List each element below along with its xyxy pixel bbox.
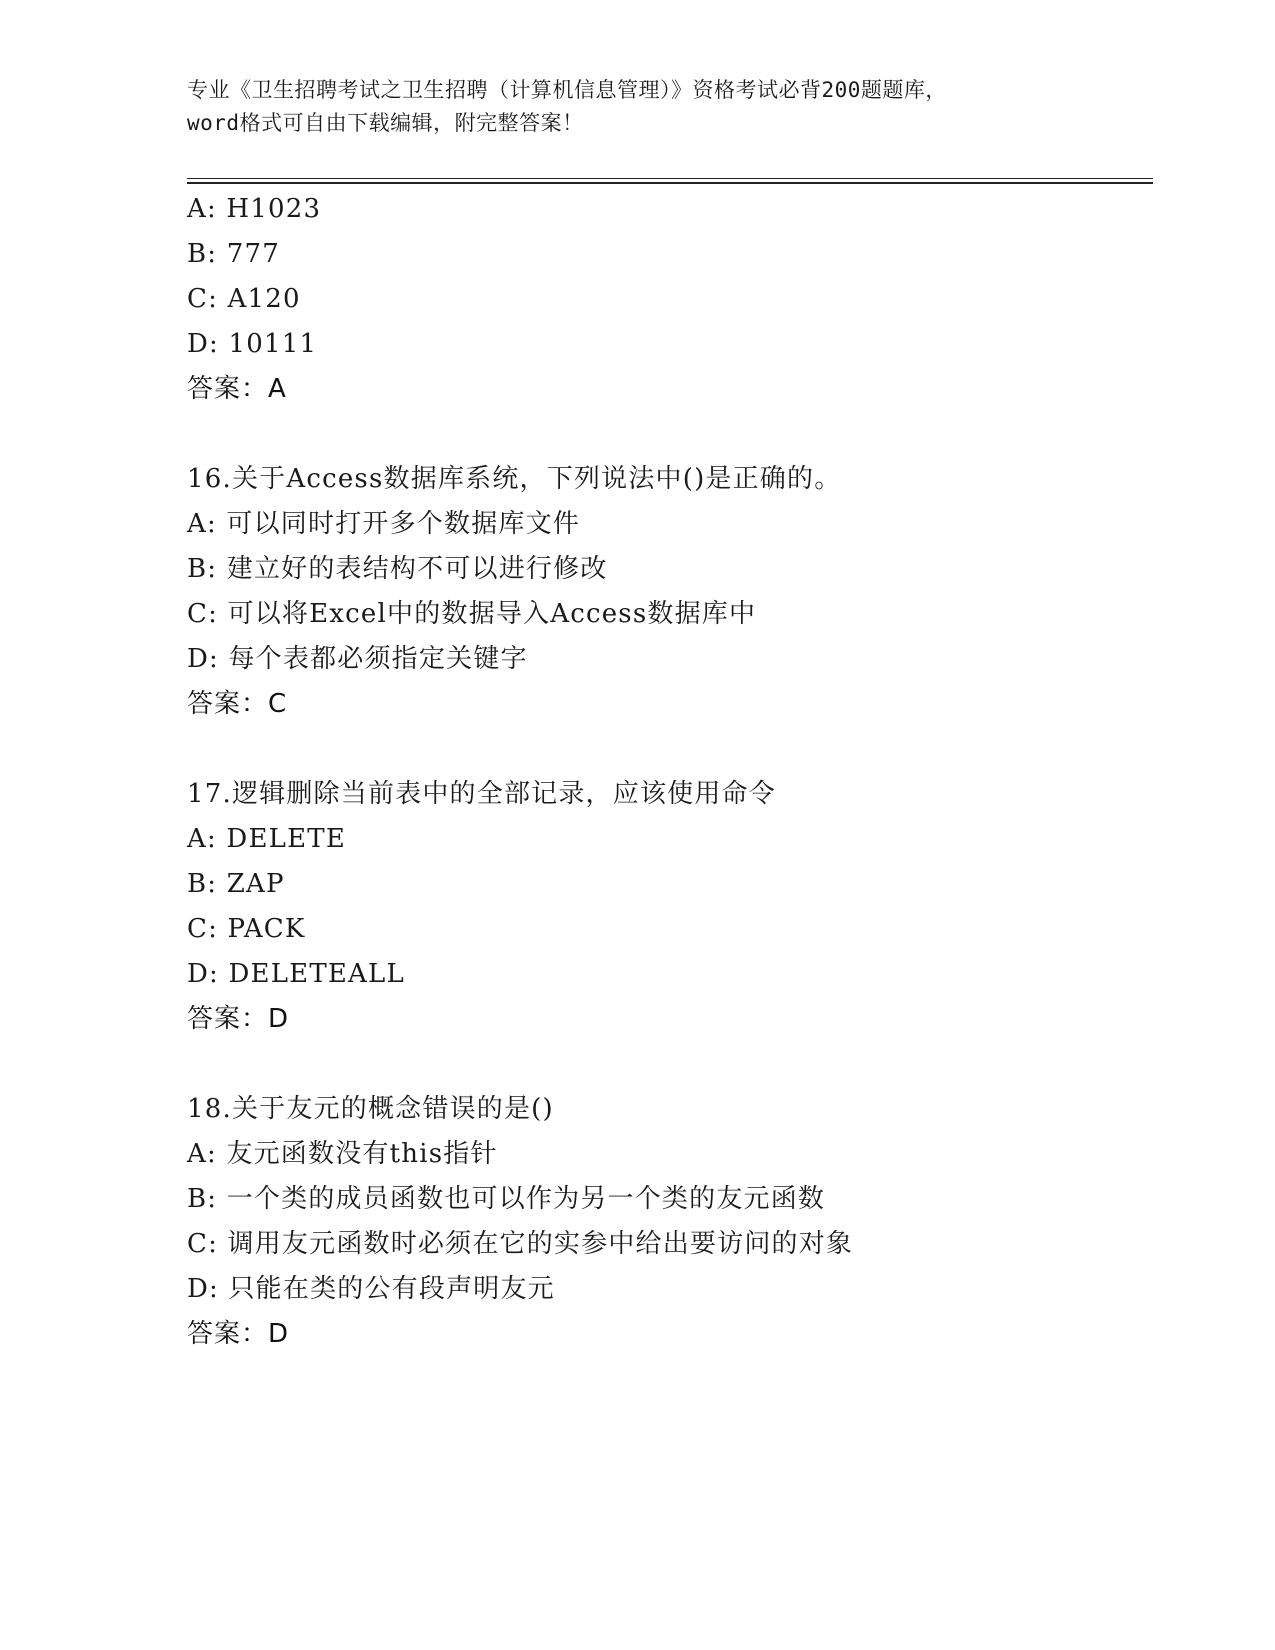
q17-option-d: D: DELETEALL <box>187 959 405 989</box>
q15-option-a: A: H1023 <box>187 194 322 224</box>
q16-option-c: C: 可以将Excel中的数据导入Access数据库中 <box>187 599 757 629</box>
q18-answer: 答案：D <box>187 1319 290 1349</box>
q15-option-d: D: 10111 <box>187 329 318 359</box>
q18-option-d: D: 只能在类的公有段声明友元 <box>187 1274 555 1304</box>
q15-option-c: C: A120 <box>187 284 301 314</box>
q18-option-b: B: 一个类的成员函数也可以作为另一个类的友元函数 <box>187 1184 826 1214</box>
q16-option-b: B: 建立好的表结构不可以进行修改 <box>187 554 608 584</box>
q15-answer: 答案：A <box>187 374 287 404</box>
header-rule-thin <box>187 178 1153 179</box>
q18-question: 18.关于友元的概念错误的是() <box>187 1094 554 1124</box>
q16-question: 16.关于Access数据库系统，下列说法中()是正确的。 <box>187 464 842 494</box>
q15-option-b: B: 777 <box>187 239 280 269</box>
q17-option-b: B: ZAP <box>187 869 285 899</box>
q17-option-c: C: PACK <box>187 914 306 944</box>
q17-option-a: A: DELETE <box>187 824 346 854</box>
q16-answer: 答案：C <box>187 689 288 719</box>
header-rule-thick <box>187 182 1153 184</box>
document-header <box>187 74 1087 140</box>
q18-option-a: A: 友元函数没有this指针 <box>187 1139 498 1169</box>
q16-option-a: A: 可以同时打开多个数据库文件 <box>187 509 581 539</box>
q18-option-c: C: 调用友元函数时必须在它的实参中给出要访问的对象 <box>187 1229 854 1259</box>
q17-question: 17.逻辑删除当前表中的全部记录，应该使用命令 <box>187 779 776 809</box>
header-line-1: 专业《卫生招聘考试之卫生招聘（计算机信息管理）》资格考试必背200题题库， <box>187 78 947 102</box>
header-line-2: word格式可自由下载编辑，附完整答案！ <box>187 111 584 135</box>
q17-answer: 答案：D <box>187 1004 290 1034</box>
q16-option-d: D: 每个表都必须指定关键字 <box>187 644 528 674</box>
